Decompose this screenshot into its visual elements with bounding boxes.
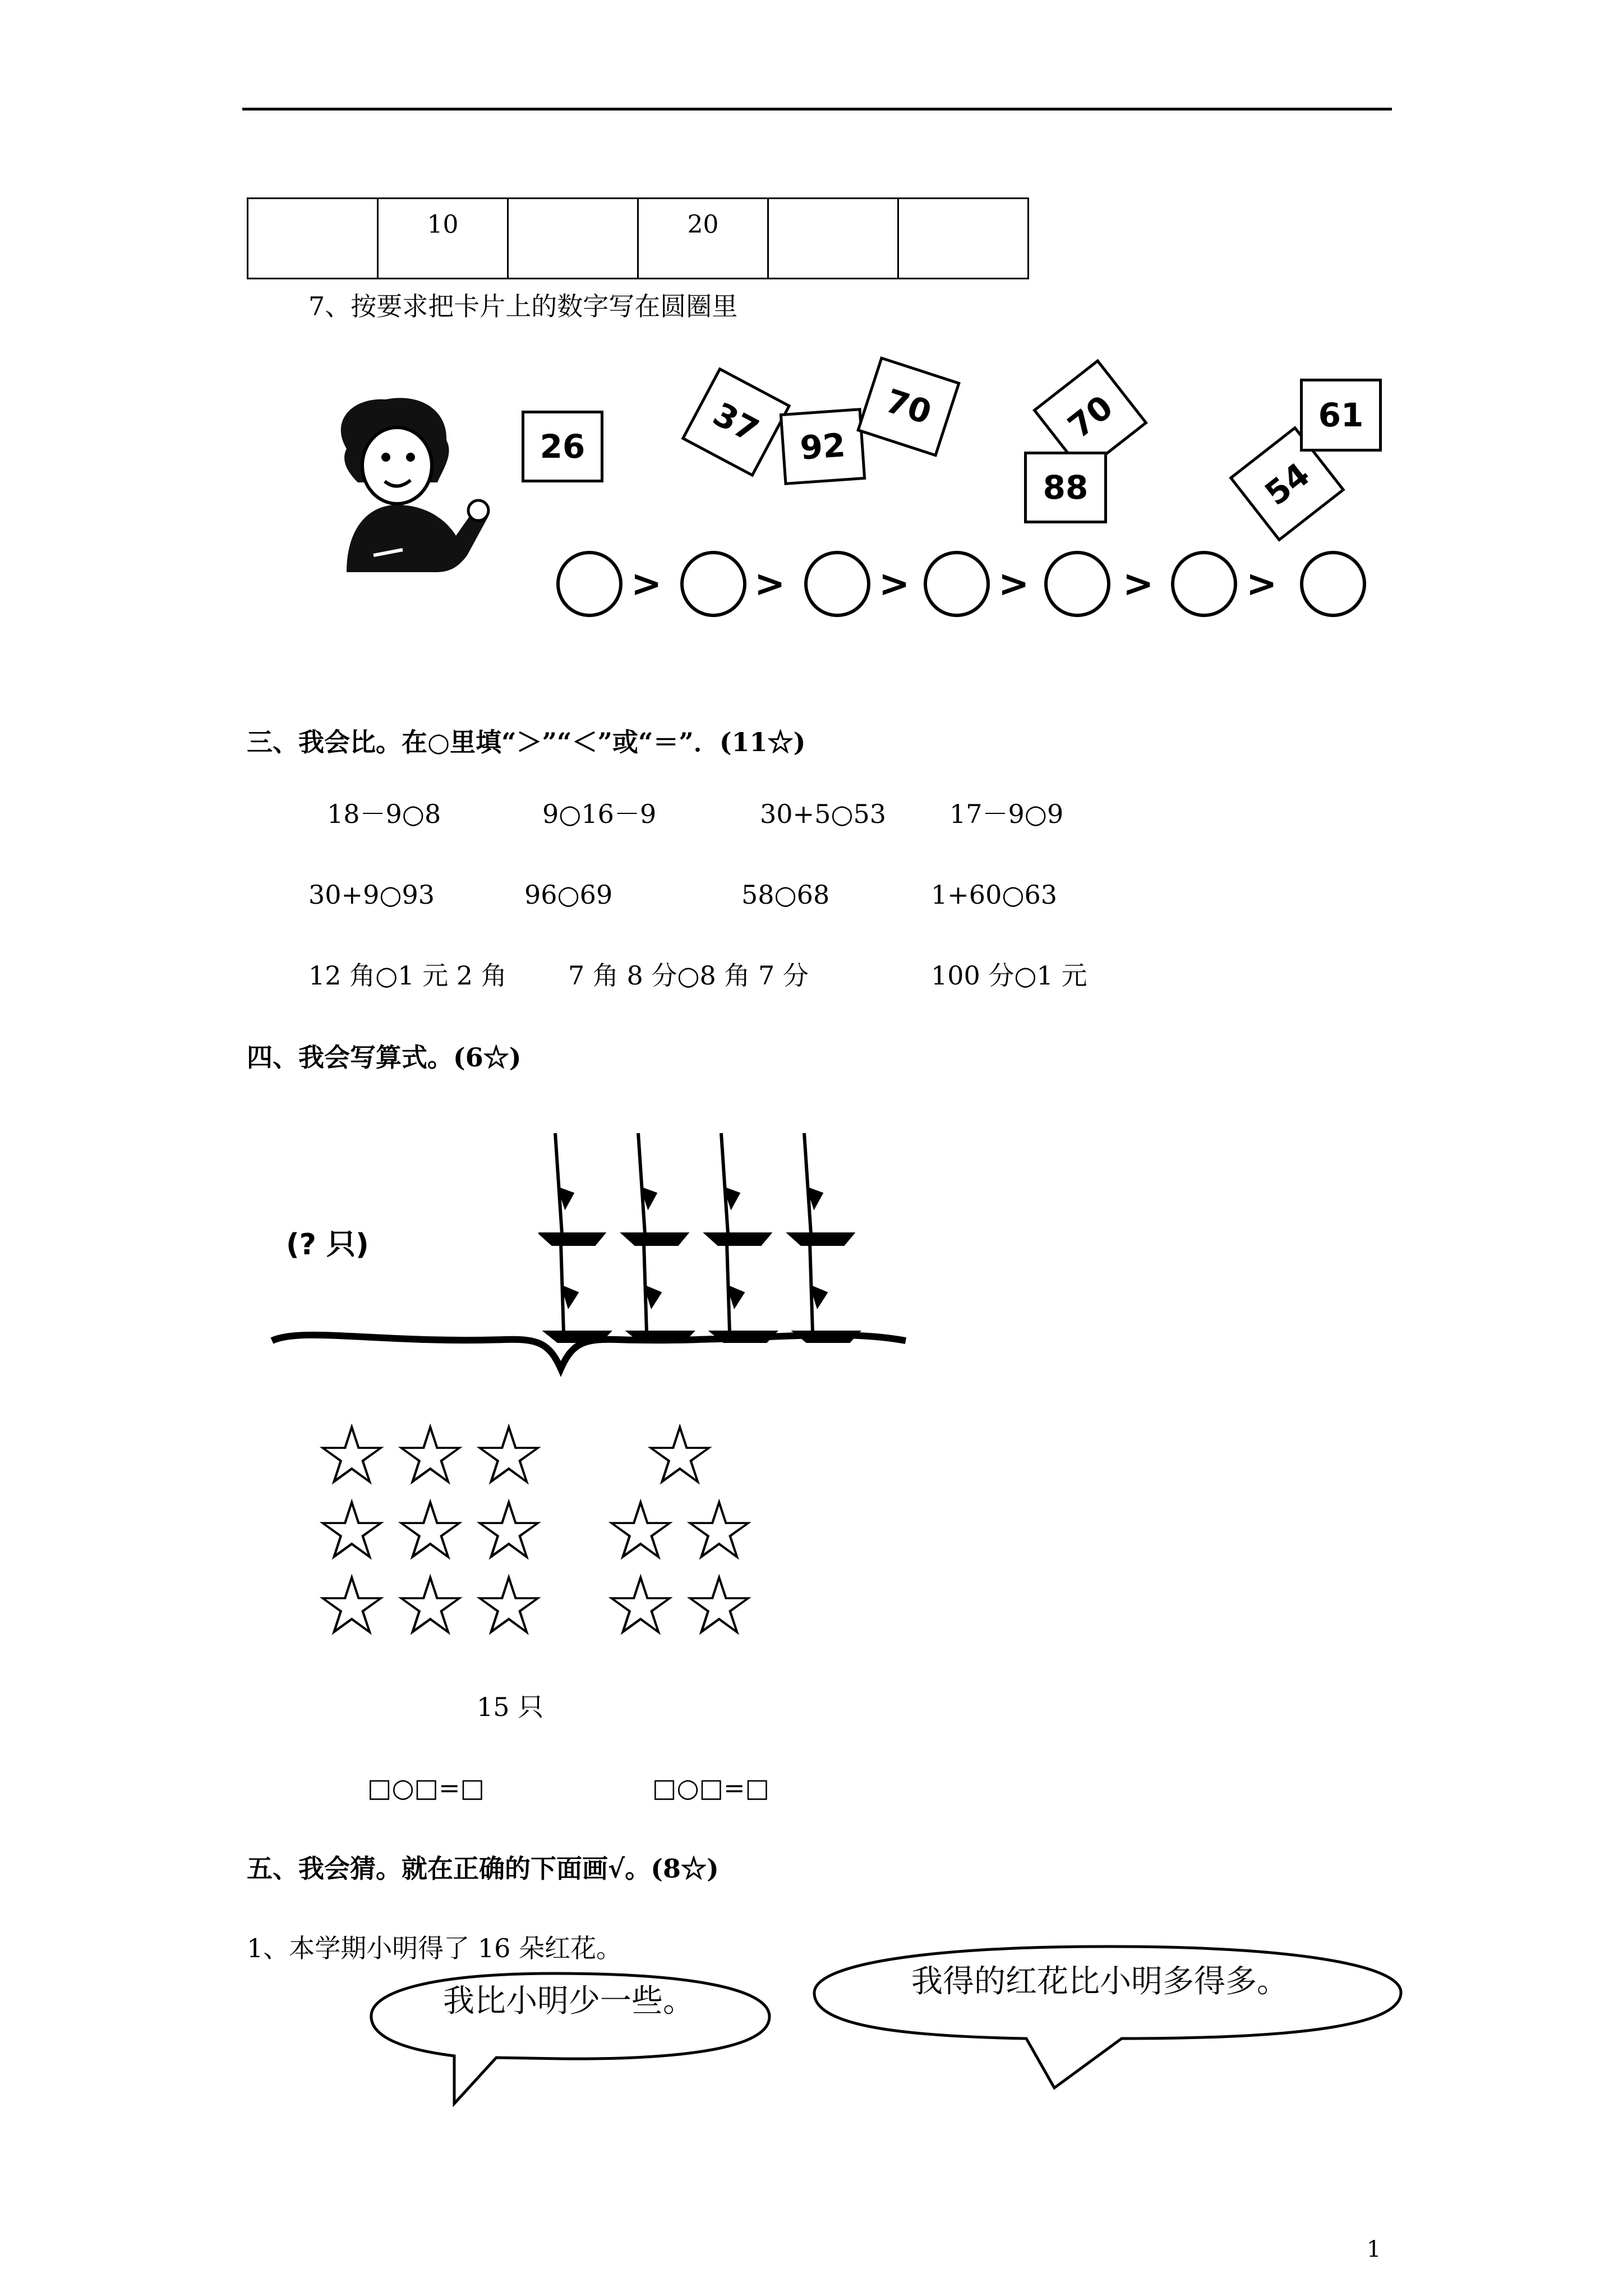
number-card: 70 (856, 356, 961, 457)
formula-blank-left[interactable]: □○□=□ (367, 1773, 485, 1803)
sailboats-illustration (538, 1128, 909, 1346)
greater-than-sign: > (631, 562, 662, 605)
star-icon: ☆ (314, 1482, 390, 1580)
star-icon: ☆ (393, 1557, 468, 1655)
total-label: 15 只 (477, 1692, 544, 1722)
bubble-right-text: 我得的红花比小明多得多。 (911, 1963, 1288, 2000)
star-icon: ☆ (471, 1482, 547, 1580)
compare-item: 30+5○53 (760, 799, 887, 829)
formula-blank-right[interactable]: □○□=□ (652, 1773, 770, 1803)
star-icon: ☆ (681, 1557, 757, 1655)
star-icon: ☆ (314, 1407, 390, 1504)
answer-circle[interactable] (680, 551, 746, 617)
compare-item: 12 角○1 元 2 角 (308, 960, 507, 991)
compare-item: 30+9○93 (308, 880, 435, 910)
greater-than-sign: > (1123, 562, 1154, 605)
star-icon: ☆ (642, 1407, 718, 1504)
star-icon: ☆ (471, 1557, 547, 1655)
answer-circle[interactable] (1044, 551, 1110, 617)
q7-prompt: 7、按要求把卡片上的数字写在圆圈里 (308, 291, 738, 321)
girl-illustration (307, 387, 492, 578)
compare-item: 58○68 (741, 880, 830, 910)
number-card: 37 (681, 367, 791, 477)
compare-item: 18－9○8 (327, 799, 441, 829)
greater-than-sign: > (998, 562, 1030, 605)
answer-circle[interactable] (804, 551, 870, 617)
number-table (247, 197, 1029, 279)
page-number: 1 (1367, 2237, 1381, 2262)
section5-title: 五、我会猜。就在正确的下面画√。(8☆) (247, 1853, 719, 1884)
compare-item: 9○16－9 (542, 799, 657, 829)
number-card: 92 (780, 408, 866, 485)
q1-text: 1、本学期小明得了 16 朵红花。 (247, 1933, 623, 1963)
answer-circle[interactable] (556, 551, 623, 617)
answer-circle[interactable] (1300, 551, 1366, 617)
star-icon: ☆ (603, 1557, 679, 1655)
greater-than-sign: > (1246, 562, 1278, 605)
greater-than-sign: > (879, 562, 910, 605)
compare-item: 17－9○9 (949, 799, 1064, 829)
greater-than-sign: > (754, 562, 786, 605)
compare-item: 7 角 8 分○8 角 7 分 (568, 960, 809, 991)
star-icon: ☆ (681, 1482, 757, 1580)
number-card: 54 (1229, 426, 1345, 542)
table-cell: 10 (378, 199, 508, 279)
header-rule (242, 108, 1392, 111)
compare-item: 1+60○63 (931, 880, 1058, 910)
section3-title: 三、我会比。在○里填“＞”“＜”或“＝”．(11☆) (247, 727, 806, 757)
answer-circle[interactable] (1171, 551, 1237, 617)
number-card: 61 (1300, 379, 1382, 452)
star-icon: ☆ (393, 1407, 468, 1504)
grouping-brace (269, 1324, 909, 1380)
number-card: 88 (1024, 452, 1107, 523)
table-cell (898, 199, 1029, 279)
number-card: 70 (1032, 359, 1148, 474)
bubble-left-text: 我比小明少一些。 (443, 1983, 694, 2019)
answer-circle[interactable] (924, 551, 990, 617)
table-cell: 20 (638, 199, 768, 279)
compare-item: 100 分○1 元 (931, 960, 1087, 991)
number-card: 26 (522, 411, 603, 482)
table-cell (508, 199, 638, 279)
compare-item: 96○69 (524, 880, 613, 910)
star-icon: ☆ (314, 1557, 390, 1655)
star-icon: ☆ (603, 1482, 679, 1580)
section4-title: 四、我会写算式。(6☆) (247, 1042, 522, 1073)
table-cell (248, 199, 378, 279)
table-cell (768, 199, 898, 279)
star-icon: ☆ (471, 1407, 547, 1504)
star-icon: ☆ (393, 1482, 468, 1580)
unknown-count-label: (? 只) (286, 1228, 369, 1262)
